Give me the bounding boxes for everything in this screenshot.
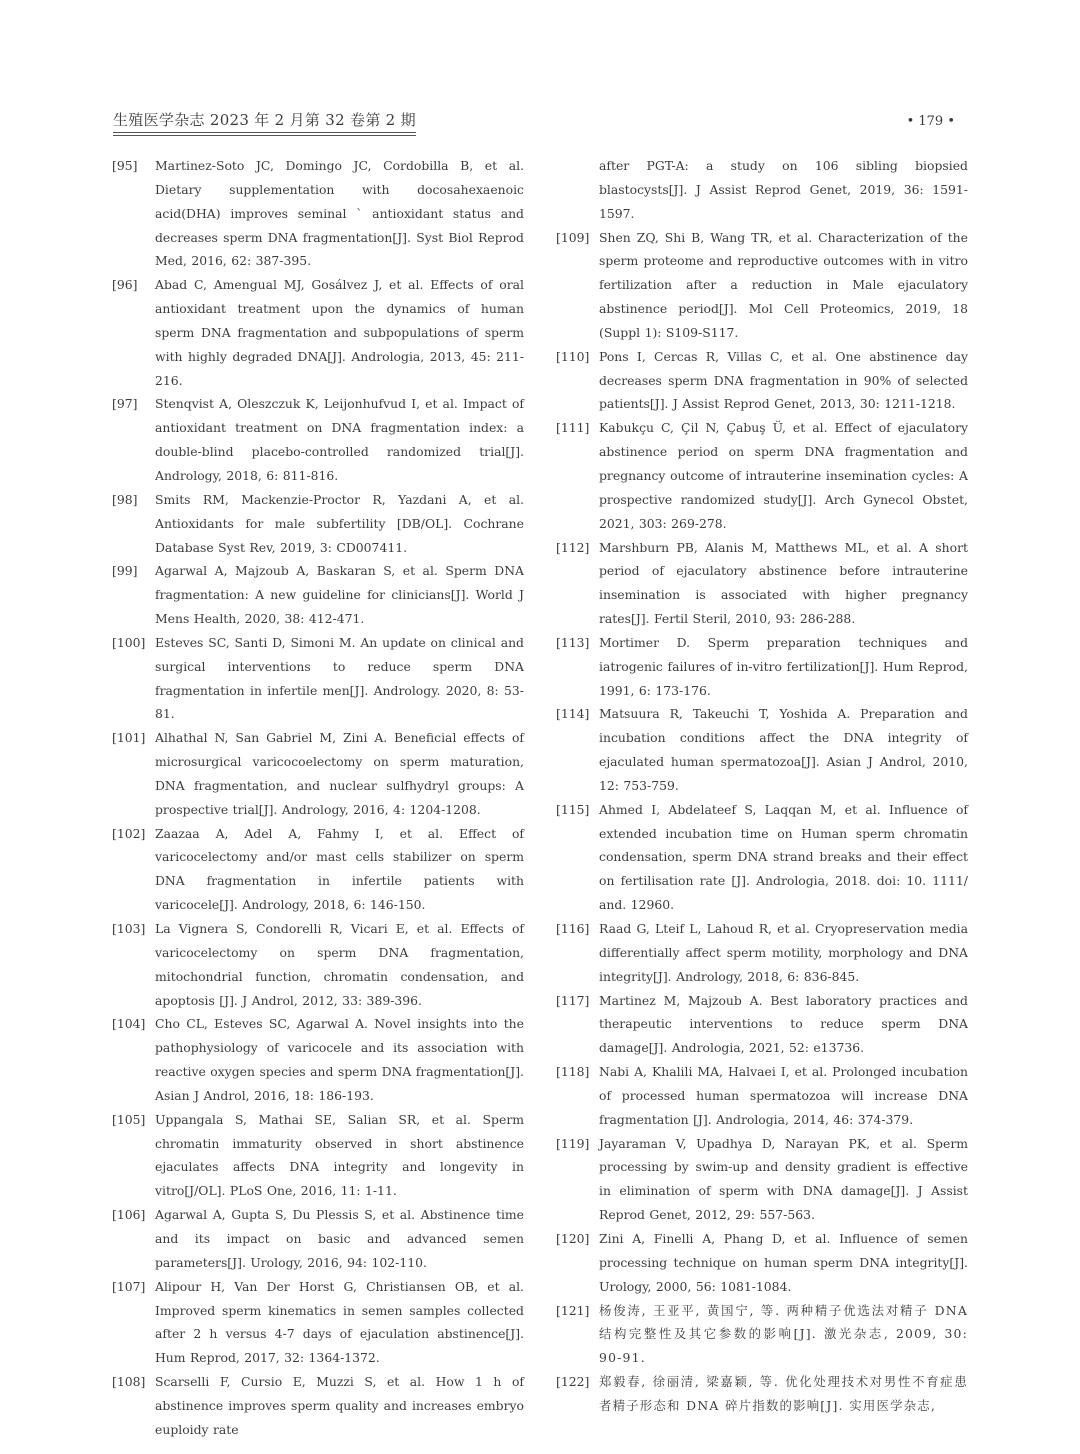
reference-text: Agarwal A, Majzoub A, Baskaran S, et al. Sperm DNA fragmentation: A new guideline for clinicians[J]. World J Mens Health, 2020, 38: 412-471. xyxy=(155,563,524,627)
reference-item xyxy=(556,702,968,797)
reference-text: after PGT-A: a study on 106 sibling biopsied blastocysts[J]. J Assist Reprod Genet, 2019, 36: 1591-1597. xyxy=(599,158,968,221)
reference-number: [110] xyxy=(556,348,590,364)
reference-text: Martinez M, Majzoub A. Best laboratory practices and therapeutic interventions to reduce sperm DNA damage[J]. Andrologia, 2021, 52: e13736. xyxy=(599,992,968,1056)
reference-item xyxy=(556,536,968,631)
reference-text: Marshburn PB, Alanis M, Matthews ML, et al. A short period of ejaculatory abstinence before intrauterine insemination is associated with higher pregnancy rates[J]. Fertil Steril, 2010, 93: 286-288. xyxy=(599,539,968,627)
reference-item xyxy=(112,488,524,560)
reference-text: 杨俊涛, 王亚平, 黄国宁, 等. 两种精子优选法对精子 DNA 结构完整性及其它参数的影响[J]. 激光杂志, 2009, 30: 90-91. xyxy=(599,1302,968,1366)
reference-item xyxy=(556,345,968,417)
reference-item xyxy=(556,1227,968,1299)
reference-item xyxy=(556,989,968,1061)
reference-text: Kabukçu C, Çil N, Çabuş Ü, et al. Effect of ejaculatory abstinence period on sperm DNA fragmentation and pregnancy outcome of intrauterine insemination cycles: A prospective randomized study[J]. Arch Gynecol Obstet, 2021, 303: 269-278. xyxy=(599,420,968,531)
reference-item xyxy=(556,1370,968,1418)
reference-number: [111] xyxy=(556,420,590,436)
reference-number: [120] xyxy=(556,1230,590,1246)
reference-column-left xyxy=(112,154,524,1442)
reference-item xyxy=(556,1299,968,1371)
reference-number: [121] xyxy=(556,1302,590,1318)
reference-text: Ahmed I, Abdelateef S, Laqqan M, et al. Influence of extended incubation time on Human sperm chromatin condensation, sperm DNA strand breaks and their effect on fertilisation rate [J]. Andrologia, 2018. doi: 10. 1111/ and. 12960. xyxy=(599,801,968,913)
reference-item xyxy=(556,1132,968,1227)
reference-text: Smits RM, Mackenzie-Proctor R, Yazdani A, et al. Antioxidants for male subfertility [DB/OL]. Cochrane Database Syst Rev, 2019, 3: CD007411. xyxy=(155,491,524,555)
reference-number: [116] xyxy=(556,921,590,936)
reference-number: [95] xyxy=(112,158,138,173)
reference-item xyxy=(112,154,524,273)
reference-number: [118] xyxy=(556,1064,590,1080)
reference-text: Esteves SC, Santi D, Simoni M. An update on clinical and surgical interventions to reduce sperm DNA fragmentation in infertile men[J]. Andrology. 2020, 8: 53-81. xyxy=(155,634,524,722)
reference-number: [122] xyxy=(556,1374,590,1390)
reference-text: Abad C, Amengual MJ, Gosálvez J, et al. Effects of oral antioxidant treatment upon the dynamics of human sperm DNA fragmentation and subpopulations of sperm with highly degraded DNA[J]. Andrologia, 2013, 45: 211-216. xyxy=(155,277,524,388)
reference-number: [100] xyxy=(112,634,146,650)
reference-text: Zaazaa A, Adel A, Fahmy I, et al. Effect of varicocelectomy and/or mast cells stabilizer on sperm DNA fragmentation in infertile patients with varicocele[J]. Andrology, 2018, 6: 146-150. xyxy=(155,825,524,913)
reference-number: [99] xyxy=(112,563,138,579)
reference-item xyxy=(556,798,968,917)
reference-number: [104] xyxy=(112,1016,146,1032)
reference-number: [117] xyxy=(556,992,590,1008)
reference-item xyxy=(556,226,968,345)
reference-text: Scarselli F, Cursio E, Muzzi S, et al. How 1 h of abstinence improves sperm quality and increases embryo euploidy rate xyxy=(155,1374,524,1437)
reference-text: Stenqvist A, Oleszczuk K, Leijonhufvud I, et al. Impact of antioxidant treatment on DNA fragmentation index: a double-blind placebo-controlled randomized trial[J]. Andrology, 2018, 6: 811-816. xyxy=(155,396,524,483)
journal-title: 生殖医学杂志 2023 年 2 月第 32 卷第 2 期 xyxy=(113,110,416,133)
reference-text: Alipour H, Van Der Horst G, Christiansen OB, et al. Improved sperm kinematics in semen samples collected after 2 h versus 4-7 days of ejaculation abstinence[J]. Hum Reprod, 2017, 32: 1364-1372. xyxy=(155,1278,524,1366)
page-number: • 179 • xyxy=(906,114,955,129)
running-header xyxy=(113,110,967,134)
reference-text: Jayaraman V, Upadhya D, Narayan PK, et al. Sperm processing by swim-up and density gradient is effective in elimination of sperm with DNA damage[J]. J Assist Reprod Genet, 2012, 29: 557-563. xyxy=(599,1135,968,1223)
reference-text: Shen ZQ, Shi B, Wang TR, et al. Characterization of the sperm proteome and reproductive outcomes with in vitro fertilization after a reduction in Male ejaculatory abstinence period[J]. Mol Cell Proteomics, 2019, 18 (Suppl 1): S109-S117. xyxy=(599,229,968,340)
reference-item xyxy=(112,726,524,821)
reference-text: Agarwal A, Gupta S, Du Plessis S, et al. Abstinence time and its impact on basic and advanced semen parameters[J]. Urology, 2016, 94: 102-110. xyxy=(155,1207,524,1270)
reference-item xyxy=(112,392,524,487)
reference-text: La Vignera S, Condorelli R, Vicari E, et al. Effects of varicocelectomy on sperm DNA fragmentation, mitochondrial function, chromatin condensation, and apoptosis [J]. J Androl, 2012, 33: 389-396. xyxy=(155,921,524,1008)
reference-text: 郑毅春, 徐丽清, 梁嘉颖, 等. 优化处理技术对男性不育症患者精子形态和 DNA 碎片指数的影响[J]. 实用医学杂志, xyxy=(599,1374,968,1413)
reference-number: [106] xyxy=(112,1207,146,1223)
reference-number: [114] xyxy=(556,706,590,722)
reference-number: [103] xyxy=(112,921,146,936)
reference-text: Nabi A, Khalili MA, Halvaei I, et al. Prolonged incubation of processed human spermatozoa will increase DNA fragmentation [J]. Andrologia, 2014, 46: 374-379. xyxy=(599,1064,968,1127)
reference-item xyxy=(556,631,968,703)
reference-number: [109] xyxy=(556,229,590,245)
reference-item xyxy=(556,416,968,535)
reference-number: [97] xyxy=(112,396,138,412)
reference-item xyxy=(112,1108,524,1203)
reference-column-right xyxy=(556,154,968,1418)
reference-continuation xyxy=(556,154,968,226)
reference-number: [98] xyxy=(112,491,138,507)
reference-text: Mortimer D. Sperm preparation techniques and iatrogenic failures of in-vitro fertilization[J]. Hum Reprod, 1991, 6: 173-176. xyxy=(599,634,968,698)
reference-text: Martinez-Soto JC, Domingo JC, Cordobilla B, et al. Dietary supplementation with docosahexaenoic acid(DHA) improves seminal ` antioxidant status and decreases sperm DNA fragmentation[J]. Syst Biol Reprod Med, 2016, 62: 387-395. xyxy=(155,158,524,269)
reference-text: Matsuura R, Takeuchi T, Yoshida A. Preparation and incubation conditions affect the DNA integrity of ejaculated human spermatozoa[J]. Asian J Androl, 2010, 12: 753-759. xyxy=(599,706,968,793)
reference-item xyxy=(112,631,524,726)
reference-item xyxy=(556,1060,968,1132)
reference-item xyxy=(112,917,524,1012)
reference-item xyxy=(112,1203,524,1275)
reference-text: Cho CL, Esteves SC, Agarwal A. Novel insights into the pathophysiology of varicocele and its association with reactive oxygen species and sperm DNA fragmentation[J]. Asian J Androl, 2016, 18: 186-193. xyxy=(155,1016,524,1103)
reference-item xyxy=(112,273,524,392)
reference-text: Zini A, Finelli A, Phang D, et al. Influence of semen processing technique on human sperm DNA integrity[J]. Urology, 2000, 56: 1081-1084. xyxy=(599,1230,968,1294)
reference-item xyxy=(112,559,524,631)
reference-item xyxy=(112,822,524,917)
reference-text: Pons I, Cercas R, Villas C, et al. One abstinence day decreases sperm DNA fragmentation in 90% of selected patients[J]. J Assist Reprod Genet, 2013, 30: 1211-1218. xyxy=(599,348,968,412)
reference-number: [119] xyxy=(556,1135,590,1151)
reference-number: [108] xyxy=(112,1374,146,1390)
reference-number: [107] xyxy=(112,1278,146,1294)
reference-number: [105] xyxy=(112,1111,146,1127)
reference-text: Raad G, Lteif L, Lahoud R, et al. Cryopreservation media differentially affect sperm motility, morphology and DNA integrity[J]. Andrology, 2018, 6: 836-845. xyxy=(599,921,968,984)
reference-text: Uppangala S, Mathai SE, Salian SR, et al. Sperm chromatin immaturity observed in short abstinence ejaculates affects DNA integrity and longevity in vitro[J/OL]. PLoS One, 2016, 11: 1-11. xyxy=(155,1111,524,1199)
reference-number: [115] xyxy=(556,801,590,817)
reference-text: Alhathal N, San Gabriel M, Zini A. Beneficial effects of microsurgical varicocoelectomy on sperm maturation, DNA fragmentation, and nuclear sulfhydryl groups: A prospective trial[J]. Andrology, 2016, 4: 1204-1208. xyxy=(155,730,524,817)
reference-number: [102] xyxy=(112,825,146,841)
reference-number: [96] xyxy=(112,277,138,293)
reference-item xyxy=(556,917,968,989)
reference-item xyxy=(112,1370,524,1442)
reference-number: [112] xyxy=(556,539,590,555)
reference-item xyxy=(112,1012,524,1107)
reference-number: [101] xyxy=(112,730,146,746)
reference-number: [113] xyxy=(556,634,590,650)
reference-item xyxy=(112,1275,524,1370)
